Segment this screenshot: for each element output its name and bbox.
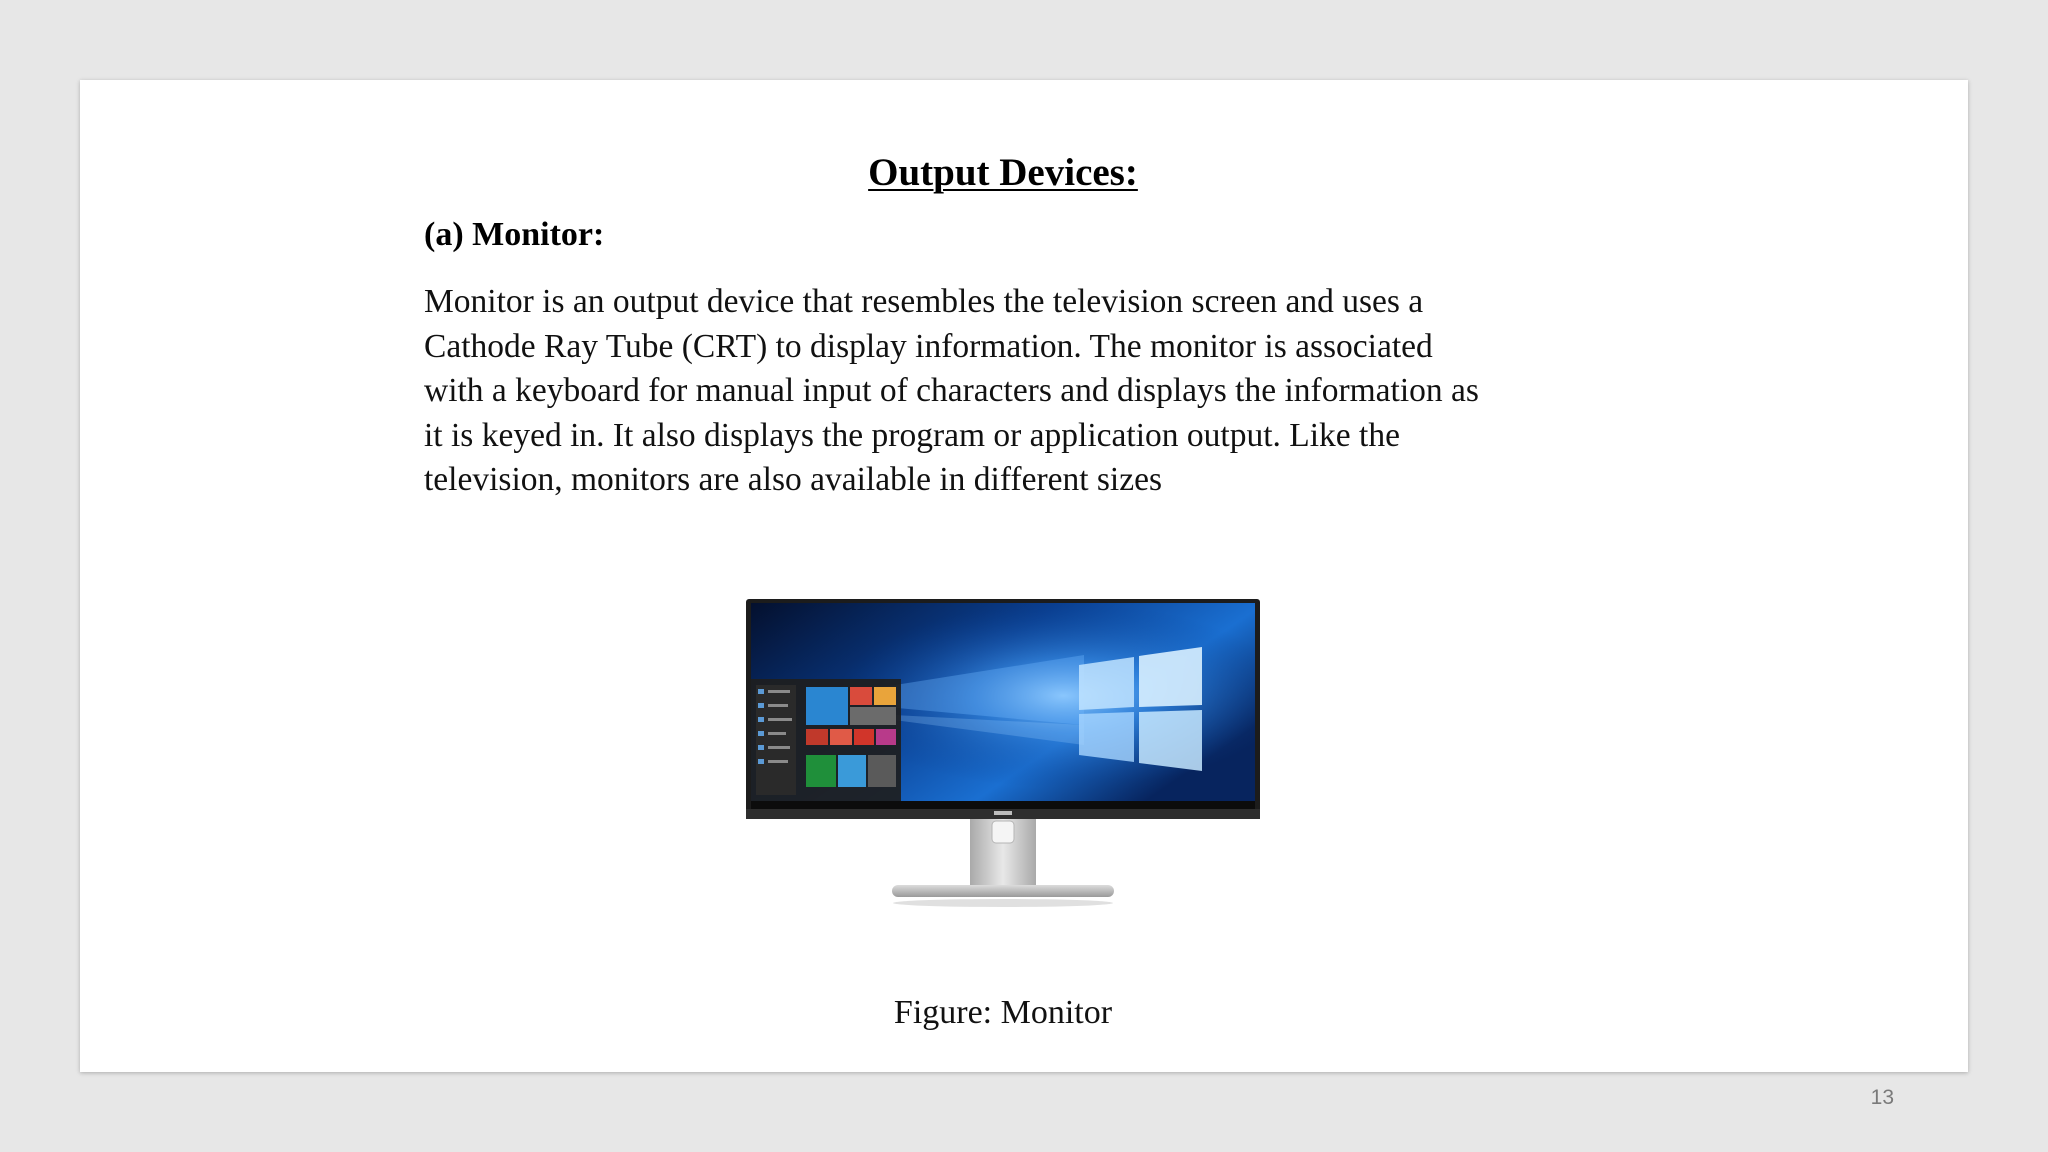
body-line: television, monitors are also available in different sizes — [424, 461, 1163, 498]
body-line: Cathode Ray Tube (CRT) to display information. The monitor is associated — [424, 327, 1433, 365]
page-title: Output Devices: — [868, 151, 1138, 194]
body-paragraph — [424, 280, 1564, 503]
figure-caption: Figure: Monitor — [893, 994, 1113, 1031]
body-line: Monitor is an output device that resembles the television screen and uses a — [424, 283, 1424, 320]
section-heading: (a) Monitor: — [424, 216, 605, 253]
monitor-icon — [744, 595, 1262, 915]
body-line: with a keyboard for manual input of characters and displays the information as — [424, 372, 1479, 409]
slide-page — [80, 80, 1968, 1072]
monitor-image — [744, 595, 1262, 915]
body-line: it is keyed in. It also displays the program or application output. Like the — [424, 416, 1400, 454]
page-number: 13 — [1870, 1086, 1894, 1109]
